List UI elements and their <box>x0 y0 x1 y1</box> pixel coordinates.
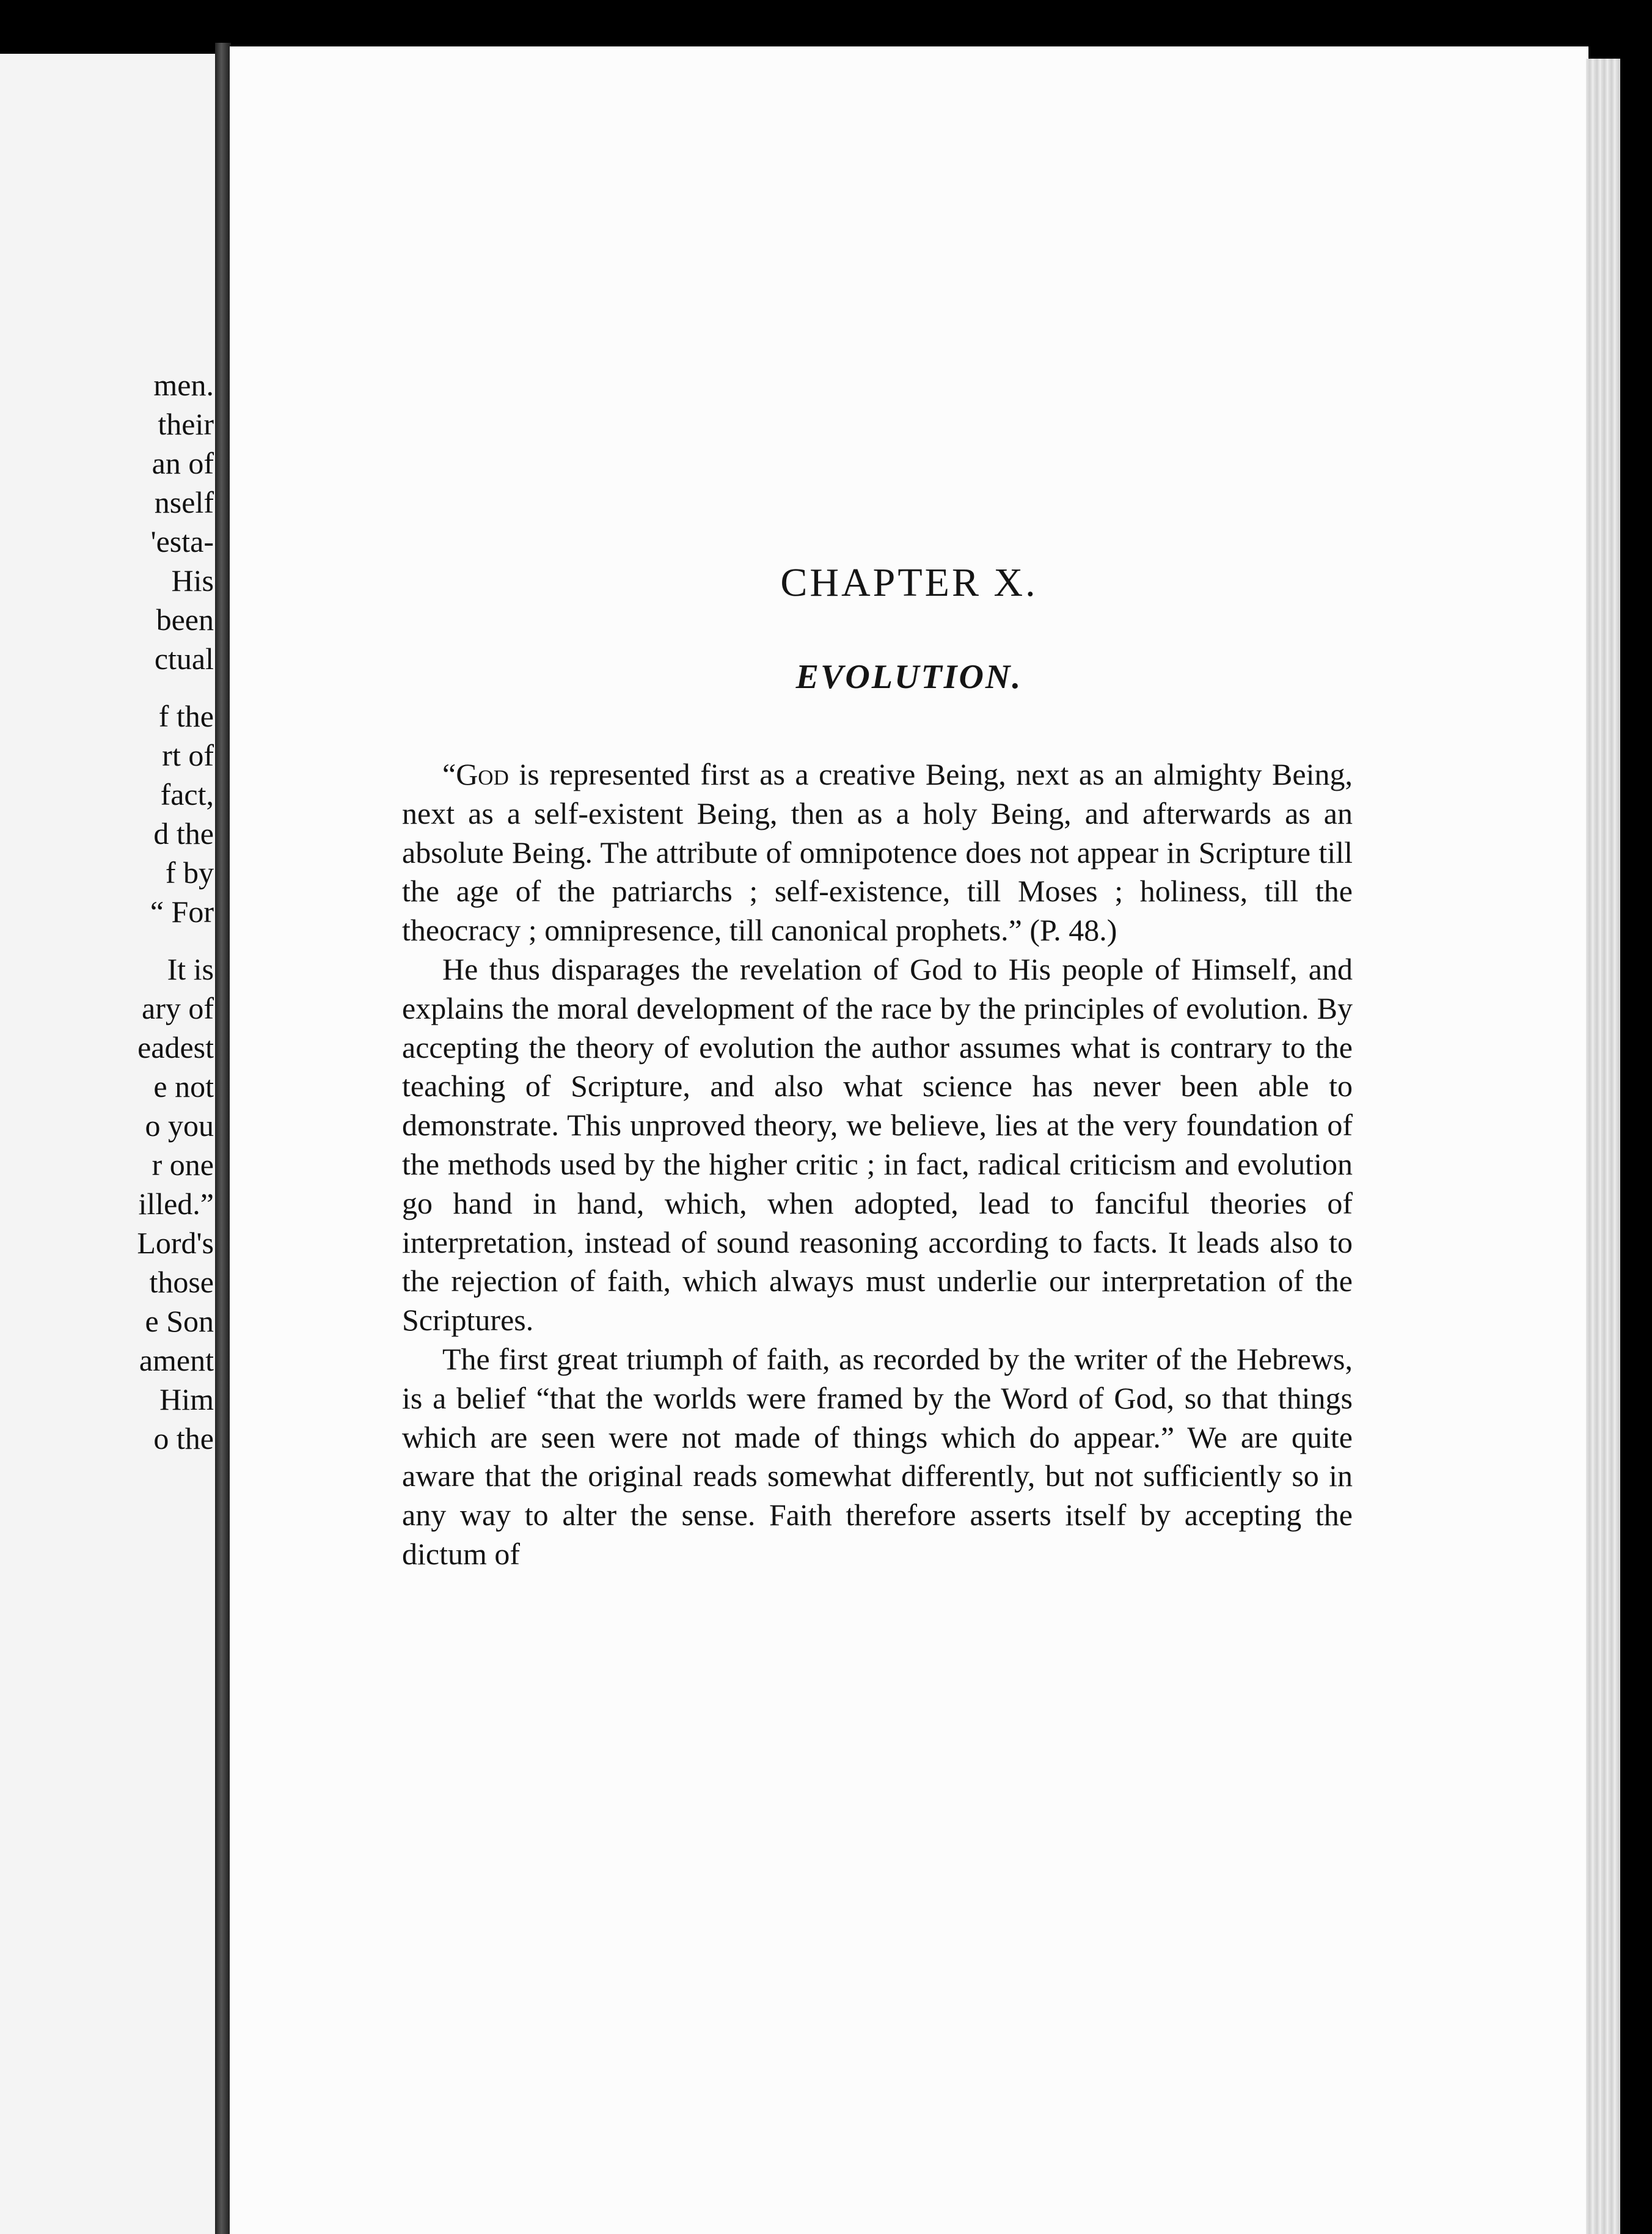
left-fragment-line: ament <box>139 1343 214 1377</box>
left-fragment-line: o the <box>153 1421 214 1456</box>
left-fragment-line: e Son <box>145 1304 214 1338</box>
left-fragment-line: His <box>171 563 214 598</box>
left-facing-page <box>0 54 219 2234</box>
page-stack-edges <box>1586 59 1620 2234</box>
left-fragment-line: r one <box>152 1148 214 1182</box>
paragraph: The first great triumph of faith, as recorded by the writer of the Hebrews, is a belief “that the worlds were framed by the Word of God, so that things which are seen were not made of things which do appear.” We are quite aware that the original reads somewhat differently, but not sufficiently so in any way to alter the sense. Faith therefore asserts itself by accepting the dictum of <box>402 1341 1353 1571</box>
left-fragment-line: those <box>149 1265 214 1299</box>
paragraph <box>402 755 1353 950</box>
left-fragment-line: Lord's <box>137 1226 214 1260</box>
chapter-title: CHAPTER X. <box>780 560 1038 605</box>
opening-quote: “ <box>442 757 456 791</box>
left-fragment-line: illed.” <box>138 1187 214 1221</box>
body-text <box>402 755 1353 1574</box>
left-fragment-line: Him <box>159 1382 214 1416</box>
left-fragment-line: their <box>158 407 214 441</box>
paragraph-gap <box>137 678 214 697</box>
left-fragment-line: e not <box>153 1069 214 1104</box>
paragraph-gap <box>137 931 214 950</box>
chapter-subtitle: EVOLUTION. <box>795 658 1023 696</box>
paragraph: He thus disparages the revelation of God to His people of Himself, and explains the moral development of the race by the principles of evolution. By accepting the theory of evolution the author assumes what is contrary to the teaching of Scripture, and also what science has never been able to demonstrate. This unproved theory, we believe, lies at the very foundation of the methods used by the higher critic ; in fact, radical criticism and evolution go hand in hand, which, when adopted, lead to fanciful theories of interpretation, instead of sound reasoning according to facts. It leads also to the rejection of faith, which always must underlie our interpretation of the Scriptures. <box>402 951 1353 1338</box>
left-fragment-line: fact, <box>160 777 214 811</box>
left-fragment-line: an of <box>152 446 214 480</box>
left-fragment-line: rt of <box>162 738 214 772</box>
left-fragment-line: “ For <box>150 895 214 929</box>
left-fragment-line: ary of <box>142 991 214 1025</box>
left-fragment-line: 'esta- <box>150 524 214 558</box>
left-fragment-line: nself <box>154 485 214 519</box>
left-fragment-line: f by <box>165 855 214 890</box>
paragraph-text: is represented first as a creative Being, next as an almighty Being, next as a self-existent Being, then as a holy Being, and afterwards as an absolute Being. The attribute of omnipotence does not appear in Scripture till the age of the patriarchs ; self-existence, till Moses ; holiness, till the theocracy ; omnipresence, till canonical prophets.” (P. 48.) <box>402 757 1353 948</box>
book-gutter <box>215 43 231 2234</box>
left-fragment-line: o you <box>145 1108 214 1143</box>
right-page <box>230 46 1588 2234</box>
left-fragment-line: d the <box>153 816 214 851</box>
small-caps-word: God <box>456 757 509 791</box>
left-fragment-line: eadest <box>137 1030 214 1064</box>
left-fragment-line: been <box>156 602 214 637</box>
left-fragment-line: ctual <box>154 642 214 676</box>
left-fragment-line: It is <box>167 952 214 986</box>
left-fragment-line: men. <box>153 368 214 402</box>
left-fragment-line: f the <box>158 699 214 733</box>
left-page-text-fragments <box>137 365 214 1458</box>
